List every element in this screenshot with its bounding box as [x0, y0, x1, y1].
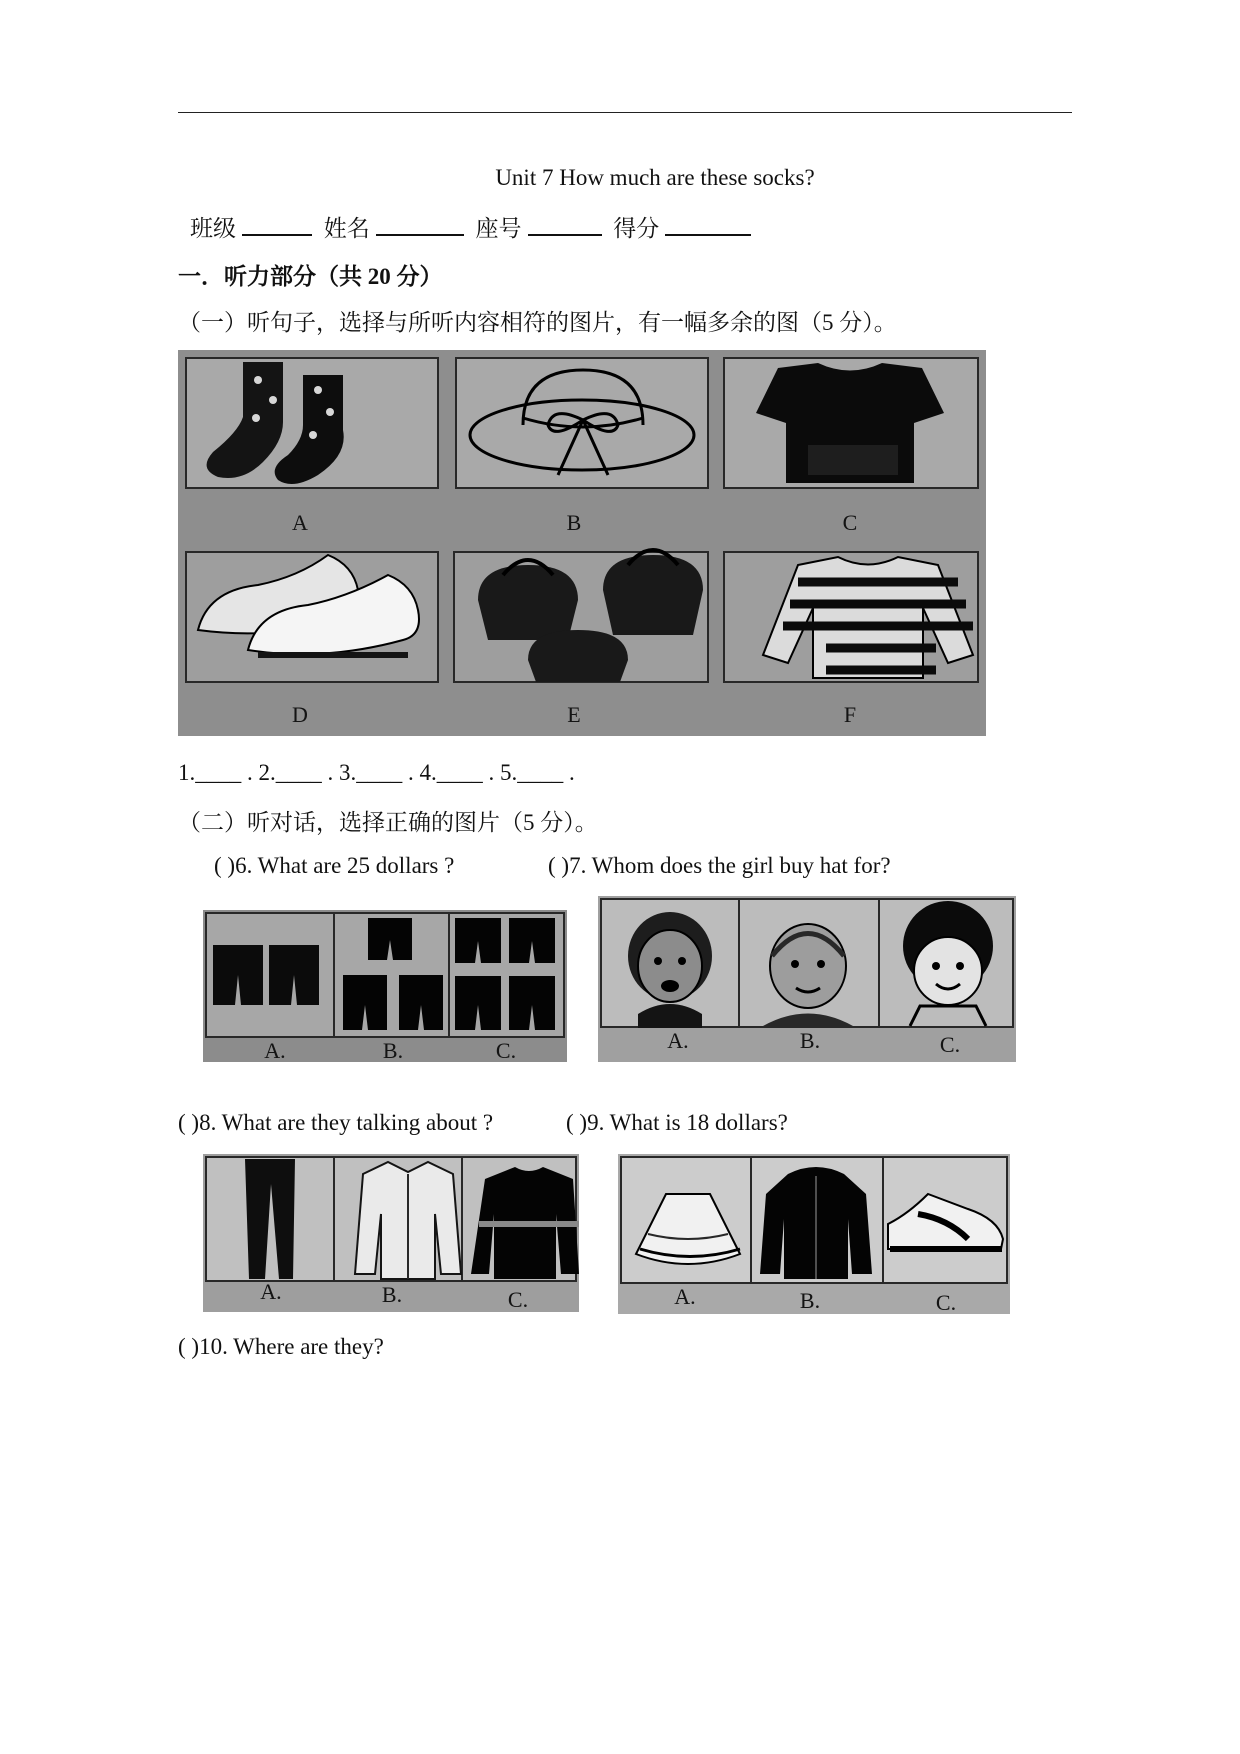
- q7-option-c: C.: [939, 1032, 961, 1057]
- question-10[interactable]: ( )10. Where are they?: [178, 1334, 384, 1359]
- q7-options-image: [598, 896, 1016, 1062]
- part1-answer-line[interactable]: 1.____ . 2.____ . 3.____ . 4.____ . 5.____ .: [178, 760, 575, 785]
- section-heading: 一．听力部分（共 20 分）: [178, 264, 443, 289]
- q9-options-image: [618, 1154, 1010, 1314]
- name-blank[interactable]: [376, 214, 464, 236]
- q6-option-c: C.: [495, 1038, 517, 1062]
- q9-option-c: C.: [935, 1290, 957, 1314]
- score-blank[interactable]: [665, 214, 751, 236]
- student-info-line: [190, 210, 757, 243]
- class-blank[interactable]: [242, 214, 312, 236]
- question-6[interactable]: ( )6. What are 25 dollars ?: [214, 853, 455, 878]
- sweater-icon: [471, 1167, 579, 1279]
- q6-options-image: [203, 910, 567, 1062]
- q8-option-b: B.: [381, 1282, 403, 1307]
- part1-instruction: （一）听句子，选择与所听内容相符的图片，有一幅多余的图（5 分）。: [178, 310, 897, 335]
- picture-label-f: F: [843, 702, 857, 727]
- q7-option-a: A.: [667, 1028, 689, 1053]
- seat-label: 座号: [475, 216, 522, 241]
- q8-option-c: C.: [507, 1287, 529, 1312]
- question-8[interactable]: ( )8. What are they talking about ?: [178, 1110, 494, 1135]
- q9-option-b: B.: [799, 1288, 821, 1313]
- q9-option-a: A.: [674, 1284, 696, 1309]
- class-label: 班级: [190, 216, 236, 241]
- seat-blank[interactable]: [528, 214, 602, 236]
- q6-option-b: B.: [382, 1038, 404, 1062]
- q7-option-b: B.: [799, 1028, 821, 1053]
- question-9[interactable]: ( )9. What is 18 dollars?: [566, 1110, 788, 1135]
- shirt-icon: [355, 1162, 461, 1279]
- q8-option-a: A.: [260, 1279, 282, 1304]
- score-label: 得分: [613, 216, 660, 241]
- q8-options-image: [203, 1154, 579, 1312]
- picture-label-c: C: [842, 510, 858, 535]
- header-rule: [178, 112, 1072, 113]
- part1-picture-grid: [178, 350, 986, 736]
- picture-label-a: A: [292, 510, 308, 535]
- picture-label-d: D: [292, 702, 308, 727]
- worksheet-title: Unit 7 How much are these socks?: [495, 165, 815, 190]
- part2-instruction: （二）听对话，选择正确的图片（5 分）。: [178, 810, 598, 835]
- q6-option-a: A.: [264, 1038, 286, 1062]
- name-label: 姓名: [323, 216, 370, 241]
- picture-label-b: B: [566, 510, 582, 535]
- question-7[interactable]: ( )7. Whom does the girl buy hat for?: [548, 853, 891, 878]
- picture-label-e: E: [567, 702, 581, 727]
